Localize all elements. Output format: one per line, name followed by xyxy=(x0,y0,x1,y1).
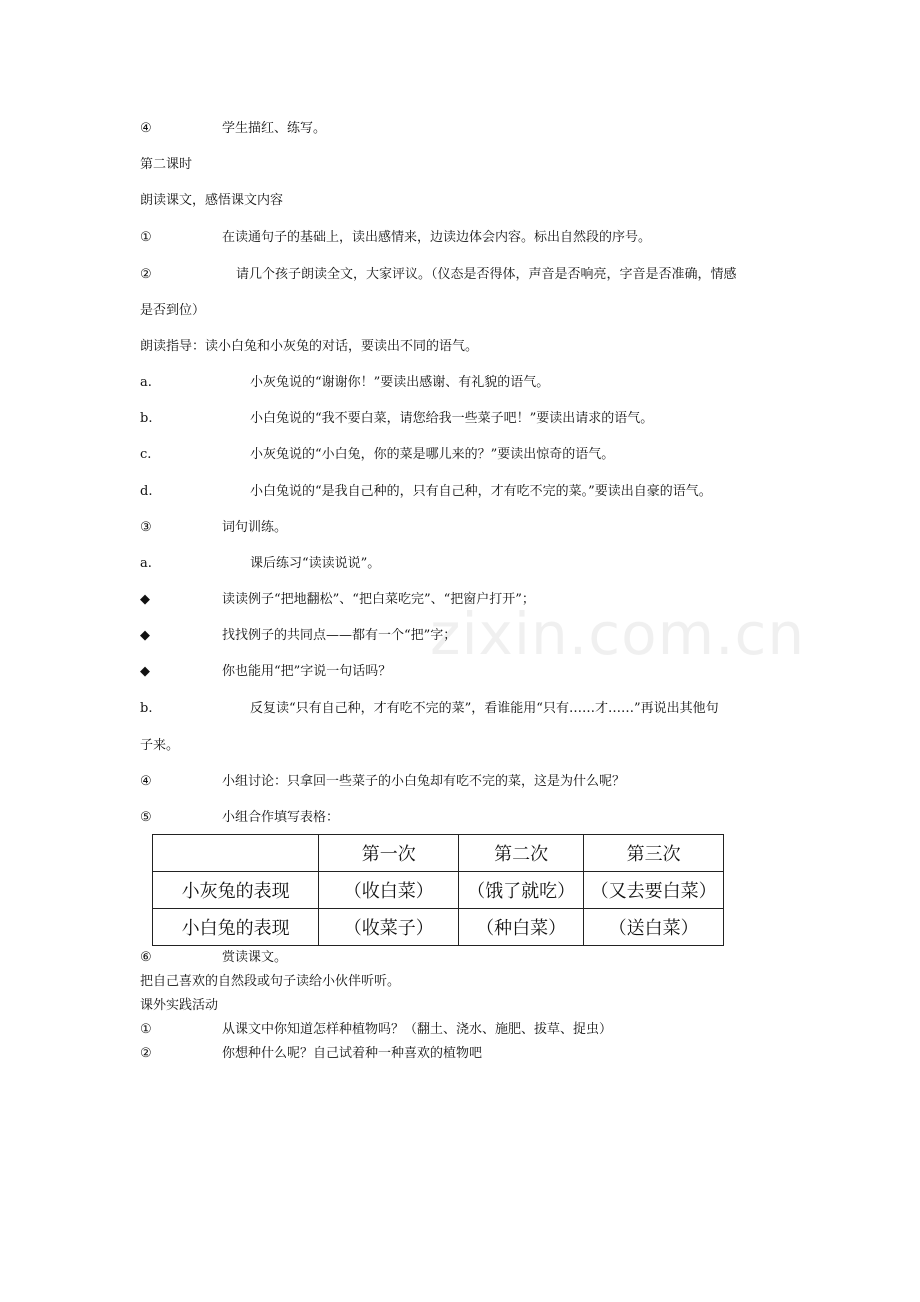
list-item: 你想种什么呢？自己试着种一种喜欢的植物吧 xyxy=(222,1046,483,1061)
section-heading: 朗读课文，感悟课文内容 xyxy=(140,193,284,208)
table-cell: （收白菜） xyxy=(319,872,459,909)
list-item: 请几个孩子朗读全文，大家评议。（仪态是否得体，声音是否响亮，字音是否准确，情感 xyxy=(236,267,737,282)
table-cell: 小灰兔的表现 xyxy=(153,872,319,909)
paragraph: 把自己喜欢的自然段或句子读给小伙伴听听。 xyxy=(140,974,401,989)
list-item: 小白兔说的“我不要白菜，请您给我一些菜子吧！”要读出请求的语气。 xyxy=(250,411,654,426)
bullet-diamond-icon: ◆ xyxy=(140,628,150,643)
table-header-cell xyxy=(153,835,319,872)
paragraph: 是否到位） xyxy=(140,303,206,318)
table-header-cell: 第一次 xyxy=(319,835,459,872)
section-heading: 课外实践活动 xyxy=(140,998,219,1013)
table-cell: （收菜子） xyxy=(319,909,459,946)
list-marker: ⑤ xyxy=(140,810,152,825)
list-marker: b. xyxy=(140,411,153,426)
list-marker: ⑥ xyxy=(140,950,152,965)
list-item: 反复读“只有自己种，才有吃不完的菜”，看谁能用“只有……才……”再说出其他句 xyxy=(250,701,719,716)
bullet-diamond-icon: ◆ xyxy=(140,592,150,607)
list-marker: ④ xyxy=(140,121,152,136)
table-cell: （饿了就吃） xyxy=(459,872,584,909)
table-cell: （种白菜） xyxy=(459,909,584,946)
list-item: 小白兔说的“是我自己种的，只有自己种，才有吃不完的菜。”要读出自豪的语气。 xyxy=(250,484,712,499)
table-header-row xyxy=(153,835,724,872)
list-item: 词句训练。 xyxy=(222,520,288,535)
table-cell: 小白兔的表现 xyxy=(153,909,319,946)
list-item: 课后练习“读读说说”。 xyxy=(250,556,381,571)
paragraph: 朗读指导：读小白兔和小灰兔的对话，要读出不同的语气。 xyxy=(140,339,479,354)
list-item: 你也能用“把”字说一句话吗？ xyxy=(222,664,392,679)
list-item: 小组合作填写表格： xyxy=(222,810,340,825)
list-item: 从课文中你知道怎样种植物吗？（翻土、浇水、施肥、拔草、捉虫） xyxy=(222,1022,613,1037)
list-item: 找找例子的共同点——都有一个“把”字； xyxy=(222,628,457,643)
list-item: 在读通句子的基础上，读出感情来，边读边体会内容。标出自然段的序号。 xyxy=(222,230,652,245)
table-header-cell: 第三次 xyxy=(584,835,724,872)
list-marker: ② xyxy=(140,267,152,282)
table-cell: （送白菜） xyxy=(584,909,724,946)
table-cell: （又去要白菜） xyxy=(584,872,724,909)
list-item: 小组讨论：只拿回一些菜子的小白兔却有吃不完的菜，这是为什么呢？ xyxy=(222,774,626,789)
list-marker: b. xyxy=(140,701,153,716)
list-marker: ④ xyxy=(140,774,152,789)
paragraph: 子来。 xyxy=(140,738,180,753)
section-heading: 第二课时 xyxy=(140,157,193,172)
list-marker: ① xyxy=(140,1022,152,1037)
bullet-diamond-icon: ◆ xyxy=(140,664,150,679)
list-marker: ① xyxy=(140,230,152,245)
table-row xyxy=(153,909,724,946)
list-item: 学生描红、练写。 xyxy=(222,121,327,136)
list-marker: a. xyxy=(140,375,152,390)
watermark: zixin.com.cn xyxy=(430,600,806,668)
list-marker: d. xyxy=(140,484,153,499)
list-item: 小灰兔说的“谢谢你！”要读出感谢、有礼貌的语气。 xyxy=(250,375,550,390)
list-item: 赏读课文。 xyxy=(222,950,288,965)
comparison-table xyxy=(152,834,724,946)
table-row xyxy=(153,872,724,909)
list-item: 小灰兔说的“小白兔，你的菜是哪儿来的？”要读出惊奇的语气。 xyxy=(250,447,615,462)
table-header-cell: 第二次 xyxy=(459,835,584,872)
list-marker: c. xyxy=(140,447,152,462)
list-marker: a. xyxy=(140,556,152,571)
list-marker: ③ xyxy=(140,520,152,535)
list-item: 读读例子“把地翻松”、“把白菜吃完”、“把窗户打开”； xyxy=(222,592,535,607)
list-marker: ② xyxy=(140,1046,152,1061)
